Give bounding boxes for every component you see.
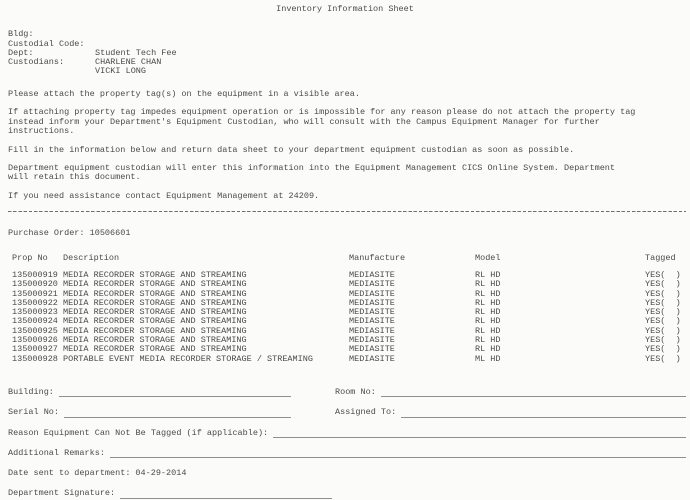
remarks-label: Additional Remarks:: [8, 447, 105, 458]
date-sent-value: 04-29-2014: [135, 468, 187, 479]
paragraph: [8, 164, 682, 183]
cell-prop-no: 135000924: [12, 316, 58, 327]
paragraph-line: instead inform your Department's Equipment Custodian, who will consult with the Campus Equipment Manager for further: [8, 116, 600, 127]
field-value: CHARLENE CHAN: [95, 57, 162, 68]
cell-manufacture: MEDIASITE: [349, 297, 395, 308]
cell-model: RL HD: [475, 325, 501, 336]
room-no-label: Room No:: [335, 386, 376, 397]
purchase-order-value: 10506601: [89, 228, 131, 239]
room-no-blank-line: [381, 388, 686, 398]
paragraph: [8, 192, 682, 201]
intro-paragraphs: [8, 90, 682, 202]
cell-description: MEDIA RECORDER STORAGE AND STREAMING: [63, 297, 247, 308]
paragraph-line: Department equipment custodian will enter this information into the Equipment Management CICS Online System. Department: [8, 163, 615, 174]
cell-model: RL HD: [475, 344, 501, 355]
cell-description: MEDIA RECORDER STORAGE AND STREAMING: [63, 335, 247, 346]
paragraph-line: instructions.: [8, 125, 75, 136]
cell-manufacture: MEDIASITE: [349, 279, 395, 290]
fill-in-form: [8, 388, 682, 499]
form-row-signature: [8, 489, 686, 498]
dashed-separator: [8, 211, 686, 212]
cell-manufacture: MEDIASITE: [349, 307, 395, 318]
cell-model: RL HD: [475, 279, 501, 290]
assigned-to-label: Assigned To:: [335, 407, 397, 418]
signature-blank-line: [120, 489, 332, 499]
date-sent-label: Date sent to department:: [8, 468, 131, 479]
cell-prop-no: 135000920: [12, 279, 58, 290]
cell-model: ML HD: [475, 353, 501, 364]
cell-model: RL HD: [475, 288, 501, 299]
cell-model: RL HD: [475, 335, 501, 346]
cell-description: MEDIA RECORDER STORAGE AND STREAMING: [63, 269, 247, 280]
form-row-date-sent: [8, 469, 686, 478]
field-label: Bldg:: [8, 29, 34, 40]
paragraph: [8, 108, 682, 136]
purchase-order-label: Purchase Order:: [8, 228, 85, 239]
field-value: Student Tech Fee: [95, 47, 177, 58]
cell-manufacture: MEDIASITE: [349, 288, 395, 299]
cell-manufacture: MEDIASITE: [349, 335, 395, 346]
cell-description: PORTABLE EVENT MEDIA RECORDER STORAGE / STREAMING: [63, 353, 313, 364]
paragraph-line: will retain this document.: [8, 172, 141, 183]
field-bldg: [8, 30, 682, 39]
cell-manufacture: MEDIASITE: [349, 325, 395, 336]
cell-model: RL HD: [475, 297, 501, 308]
cell-prop-no: 135000926: [12, 335, 58, 346]
form-row-serial-assigned: [8, 408, 686, 417]
cell-tagged: YES( ): [645, 269, 681, 280]
field-value: VICKI LONG: [95, 66, 147, 77]
building-blank-line: [59, 388, 291, 398]
cell-model: RL HD: [475, 307, 501, 318]
cell-prop-no: 135000919: [12, 269, 58, 280]
reason-blank-line: [273, 429, 686, 439]
cell-tagged: YES( ): [645, 335, 681, 346]
cell-tagged: YES( ): [645, 297, 681, 308]
signature-label: Department Signature:: [8, 488, 116, 499]
cell-description: MEDIA RECORDER STORAGE AND STREAMING: [63, 316, 247, 327]
page-title: Inventory Information Sheet: [276, 4, 414, 14]
cell-tagged: YES( ): [645, 325, 681, 336]
cell-tagged: YES( ): [645, 344, 681, 355]
cell-tagged: YES( ): [645, 288, 681, 299]
table-body: [8, 271, 682, 364]
field-custodian-2: [8, 67, 682, 76]
serial-no-blank-line: [64, 408, 291, 418]
col-manufacture: Manufacture: [349, 252, 406, 263]
field-label: Custodians:: [8, 57, 65, 68]
form-row-remarks: [8, 449, 686, 458]
col-description: Description: [63, 252, 120, 263]
remarks-blank-line: [110, 449, 686, 459]
paragraph-line: Fill in the information below and return data sheet to your department equipment custodian as soon as possible.: [8, 144, 575, 155]
cell-description: MEDIA RECORDER STORAGE AND STREAMING: [63, 279, 247, 290]
cell-manufacture: MEDIASITE: [349, 269, 395, 280]
cell-prop-no: 135000927: [12, 344, 58, 355]
purchase-order-line: [8, 229, 682, 238]
col-tagged: Tagged: [645, 252, 676, 263]
paragraph-line: If attaching property tag impedes equipment operation or is impossible for any reason please do not attach the property tag: [8, 107, 636, 118]
paragraph-line: If you need assistance contact Equipment Management at 24209.: [8, 191, 320, 202]
cell-description: MEDIA RECORDER STORAGE AND STREAMING: [63, 307, 247, 318]
cell-description: MEDIA RECORDER STORAGE AND STREAMING: [63, 325, 247, 336]
cell-model: RL HD: [475, 269, 501, 280]
cell-manufacture: MEDIASITE: [349, 353, 395, 364]
table-header: [8, 254, 682, 263]
serial-no-label: Serial No:: [8, 407, 60, 418]
cell-tagged: YES( ): [645, 316, 681, 327]
cell-description: MEDIA RECORDER STORAGE AND STREAMING: [63, 288, 247, 299]
cell-prop-no: 135000923: [12, 307, 58, 318]
cell-tagged: YES( ): [645, 279, 681, 290]
form-row-reason: [8, 429, 686, 438]
cell-tagged: YES( ): [645, 353, 681, 364]
table-row: [8, 355, 682, 364]
reason-label: Reason Equipment Can Not Be Tagged (if applicable):: [8, 427, 269, 438]
cell-prop-no: 135000925: [12, 325, 58, 336]
building-label: Building:: [8, 386, 54, 397]
cell-description: MEDIA RECORDER STORAGE AND STREAMING: [63, 344, 247, 355]
paragraph: [8, 146, 682, 155]
cell-tagged: YES( ): [645, 307, 681, 318]
assigned-to-blank-line: [401, 408, 686, 418]
field-label: [8, 67, 95, 76]
header-fields: [8, 30, 682, 76]
cell-model: RL HD: [475, 316, 501, 327]
field-label: Dept:: [8, 47, 34, 58]
cell-manufacture: MEDIASITE: [349, 316, 395, 327]
paragraph-line: Please attach the property tag(s) on the equipment in a visible area.: [8, 88, 360, 99]
col-model: Model: [475, 252, 501, 263]
cell-prop-no: 135000921: [12, 288, 58, 299]
cell-prop-no: 135000928: [12, 353, 58, 364]
col-prop-no: Prop No: [12, 252, 48, 263]
field-label: Custodial Code:: [8, 38, 85, 49]
form-row-building-room: [8, 388, 686, 397]
paragraph: [8, 90, 682, 99]
cell-manufacture: MEDIASITE: [349, 344, 395, 355]
cell-prop-no: 135000922: [12, 297, 58, 308]
